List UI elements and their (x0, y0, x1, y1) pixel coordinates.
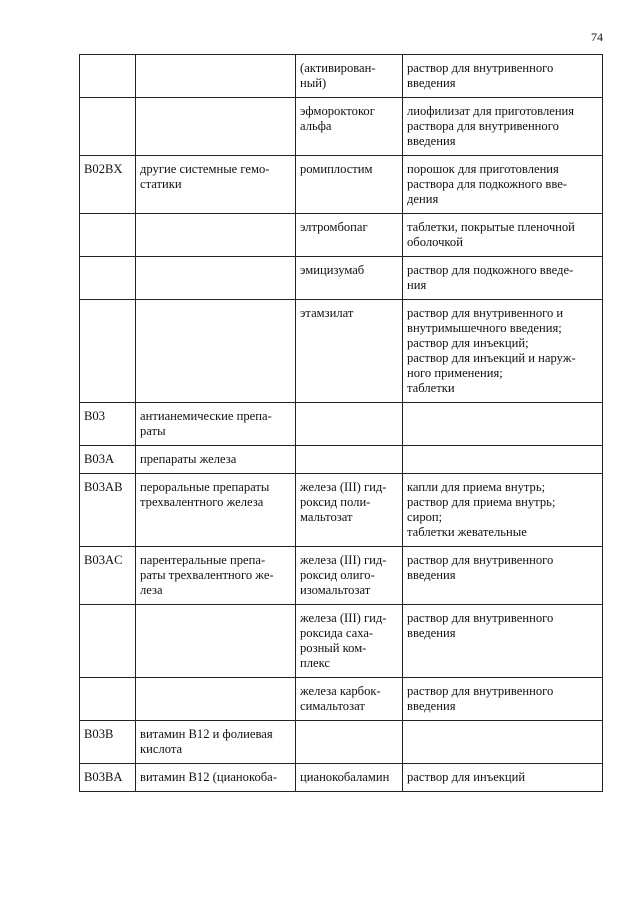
table-row (80, 605, 603, 678)
group-name-cell (136, 605, 296, 678)
substance-cell (296, 721, 403, 764)
dosage-form-cell: раствор для внутривенного введения (403, 547, 603, 605)
substance-cell: (активирован- ный) (296, 55, 403, 98)
table-row (80, 257, 603, 300)
group-name-cell (136, 98, 296, 156)
dosage-form-cell: раствор для внутривенного введения (403, 678, 603, 721)
substance-cell: эмицизумаб (296, 257, 403, 300)
atc-code-cell (80, 257, 136, 300)
substance-cell (296, 446, 403, 474)
substance-cell: железа (III) гид- роксид олиго- изомальтозат (296, 547, 403, 605)
group-name-cell (136, 214, 296, 257)
table-row (80, 55, 603, 98)
atc-code-cell (80, 214, 136, 257)
dosage-form-cell: раствор для подкожного введе- ния (403, 257, 603, 300)
group-name-cell: препараты железа (136, 446, 296, 474)
dosage-form-cell: лиофилизат для приготовления раствора для внутривенного введения (403, 98, 603, 156)
atc-code-cell (80, 605, 136, 678)
substance-cell: элтромбопаг (296, 214, 403, 257)
group-name-cell: пероральные препараты трехвалентного железа (136, 474, 296, 547)
dosage-form-cell: порошок для приготовления раствора для подкожного вве- дения (403, 156, 603, 214)
table-row (80, 547, 603, 605)
group-name-cell (136, 678, 296, 721)
dosage-form-cell: раствор для инъекций (403, 764, 603, 792)
substance-cell: железа карбок- симальтозат (296, 678, 403, 721)
group-name-cell (136, 257, 296, 300)
group-name-cell: антианемические препа- раты (136, 403, 296, 446)
table-row (80, 300, 603, 403)
group-name-cell: парентеральные препа- раты трехвалентного же- леза (136, 547, 296, 605)
atc-code-cell: B03B (80, 721, 136, 764)
table-row (80, 156, 603, 214)
substance-cell: эфмороктоког альфа (296, 98, 403, 156)
table-row (80, 678, 603, 721)
substance-cell: железа (III) гид- роксида саха- розный ком- плекс (296, 605, 403, 678)
substance-cell: железа (III) гид- роксид поли- мальтозат (296, 474, 403, 547)
dosage-form-cell (403, 721, 603, 764)
substance-cell: ромиплостим (296, 156, 403, 214)
substance-cell: этамзилат (296, 300, 403, 403)
dosage-form-cell: раствор для внутривенного и внутримышечного введения; раствор для инъекций; раствор для инъекций и наруж- ного применения; таблетки (403, 300, 603, 403)
group-name-cell: витамин B12 (цианокоба- (136, 764, 296, 792)
dosage-form-cell: раствор для внутривенного введения (403, 605, 603, 678)
group-name-cell (136, 300, 296, 403)
atc-code-cell (80, 55, 136, 98)
atc-code-cell: B03 (80, 403, 136, 446)
atc-code-cell: B03A (80, 446, 136, 474)
atc-code-cell: B03AC (80, 547, 136, 605)
dosage-form-cell: раствор для внутривенного введения (403, 55, 603, 98)
group-name-cell: другие системные гемо- статики (136, 156, 296, 214)
atc-code-cell (80, 300, 136, 403)
atc-code-cell (80, 98, 136, 156)
dosage-form-cell (403, 403, 603, 446)
table-row (80, 474, 603, 547)
table-row (80, 446, 603, 474)
page-number: 74 (591, 30, 603, 44)
atc-code-cell: B03AB (80, 474, 136, 547)
dosage-form-cell: таблетки, покрытые пленочной оболочкой (403, 214, 603, 257)
table-row (80, 98, 603, 156)
table-row (80, 721, 603, 764)
dosage-form-cell: капли для приема внутрь; раствор для приема внутрь; сироп; таблетки жевательные (403, 474, 603, 547)
drug-classification-table (79, 54, 603, 792)
table-row (80, 764, 603, 792)
atc-code-cell: B03BA (80, 764, 136, 792)
table-row (80, 403, 603, 446)
group-name-cell (136, 55, 296, 98)
table-row (80, 214, 603, 257)
substance-cell (296, 403, 403, 446)
group-name-cell: витамин B12 и фолиевая кислота (136, 721, 296, 764)
substance-cell: цианокобаламин (296, 764, 403, 792)
dosage-form-cell (403, 446, 603, 474)
atc-code-cell (80, 678, 136, 721)
atc-code-cell: B02BX (80, 156, 136, 214)
